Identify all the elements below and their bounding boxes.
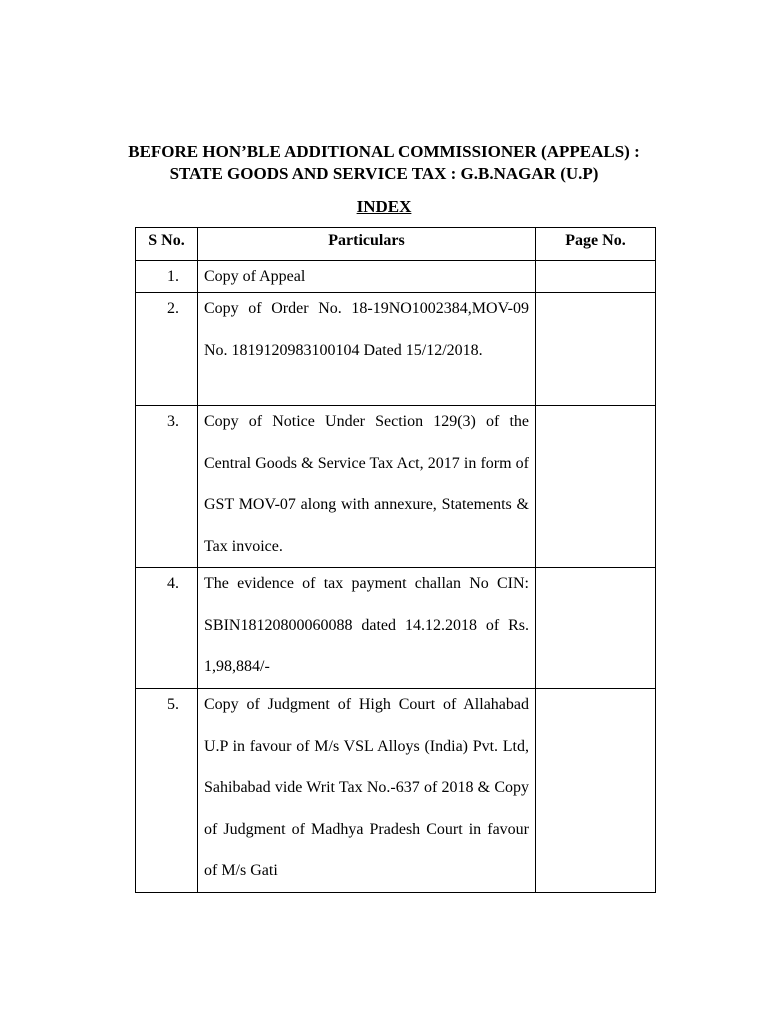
row-page-no	[536, 261, 656, 293]
row-particulars	[198, 568, 536, 689]
table-row	[136, 568, 656, 689]
row-particulars-text: Copy of Order No. 18-19NO1002384,MOV-09 No. 1819120983100104 Dated 15/12/2018.	[204, 300, 529, 359]
column-header-sno: S No.	[136, 228, 198, 261]
table-header-row	[136, 228, 656, 261]
row-sno: 1.	[136, 261, 198, 293]
row-particulars	[198, 293, 536, 406]
index-table	[135, 227, 656, 893]
column-header-particulars: Particulars	[198, 228, 536, 261]
row-particulars	[198, 689, 536, 893]
row-particulars-text: Copy of Notice Under Section 129(3) of the Central Goods & Service Tax Act, 2017 in form of GST MOV-07 along with annexure, Statements & Tax invoice.	[204, 413, 529, 555]
row-particulars-text: The evidence of tax payment challan No CIN: SBIN18120800060088 dated 14.12.2018 of Rs. 1,98,884/-	[204, 575, 529, 675]
table-row	[136, 689, 656, 893]
row-sno: 3.	[136, 406, 198, 568]
table-row	[136, 293, 656, 406]
row-sno: 5.	[136, 689, 198, 893]
row-page-no	[536, 568, 656, 689]
row-sno: 2.	[136, 293, 198, 406]
column-header-page-no: Page No.	[536, 228, 656, 261]
row-sno: 4.	[136, 568, 198, 689]
table-row	[136, 406, 656, 568]
document-heading-line1: BEFORE HON’BLE ADDITIONAL COMMISSIONER (APPEALS) :	[128, 142, 640, 161]
row-particulars-text: Copy of Judgment of High Court of Allahabad U.P in favour of M/s VSL Alloys (India) Pvt. Ltd, Sahibabad vide Writ Tax No.-637 of 2018 & Copy of Judgment of Madhya Pradesh Court in favour of M/s Gati	[204, 696, 529, 879]
row-page-no	[536, 689, 656, 893]
row-particulars-text: Copy of Appeal	[204, 268, 306, 285]
row-particulars	[198, 406, 536, 568]
document-heading-line2: STATE GOODS AND SERVICE TAX : G.B.NAGAR (U.P)	[169, 164, 599, 183]
row-page-no	[536, 406, 656, 568]
row-page-no	[536, 293, 656, 406]
index-title: INDEX	[356, 197, 412, 216]
